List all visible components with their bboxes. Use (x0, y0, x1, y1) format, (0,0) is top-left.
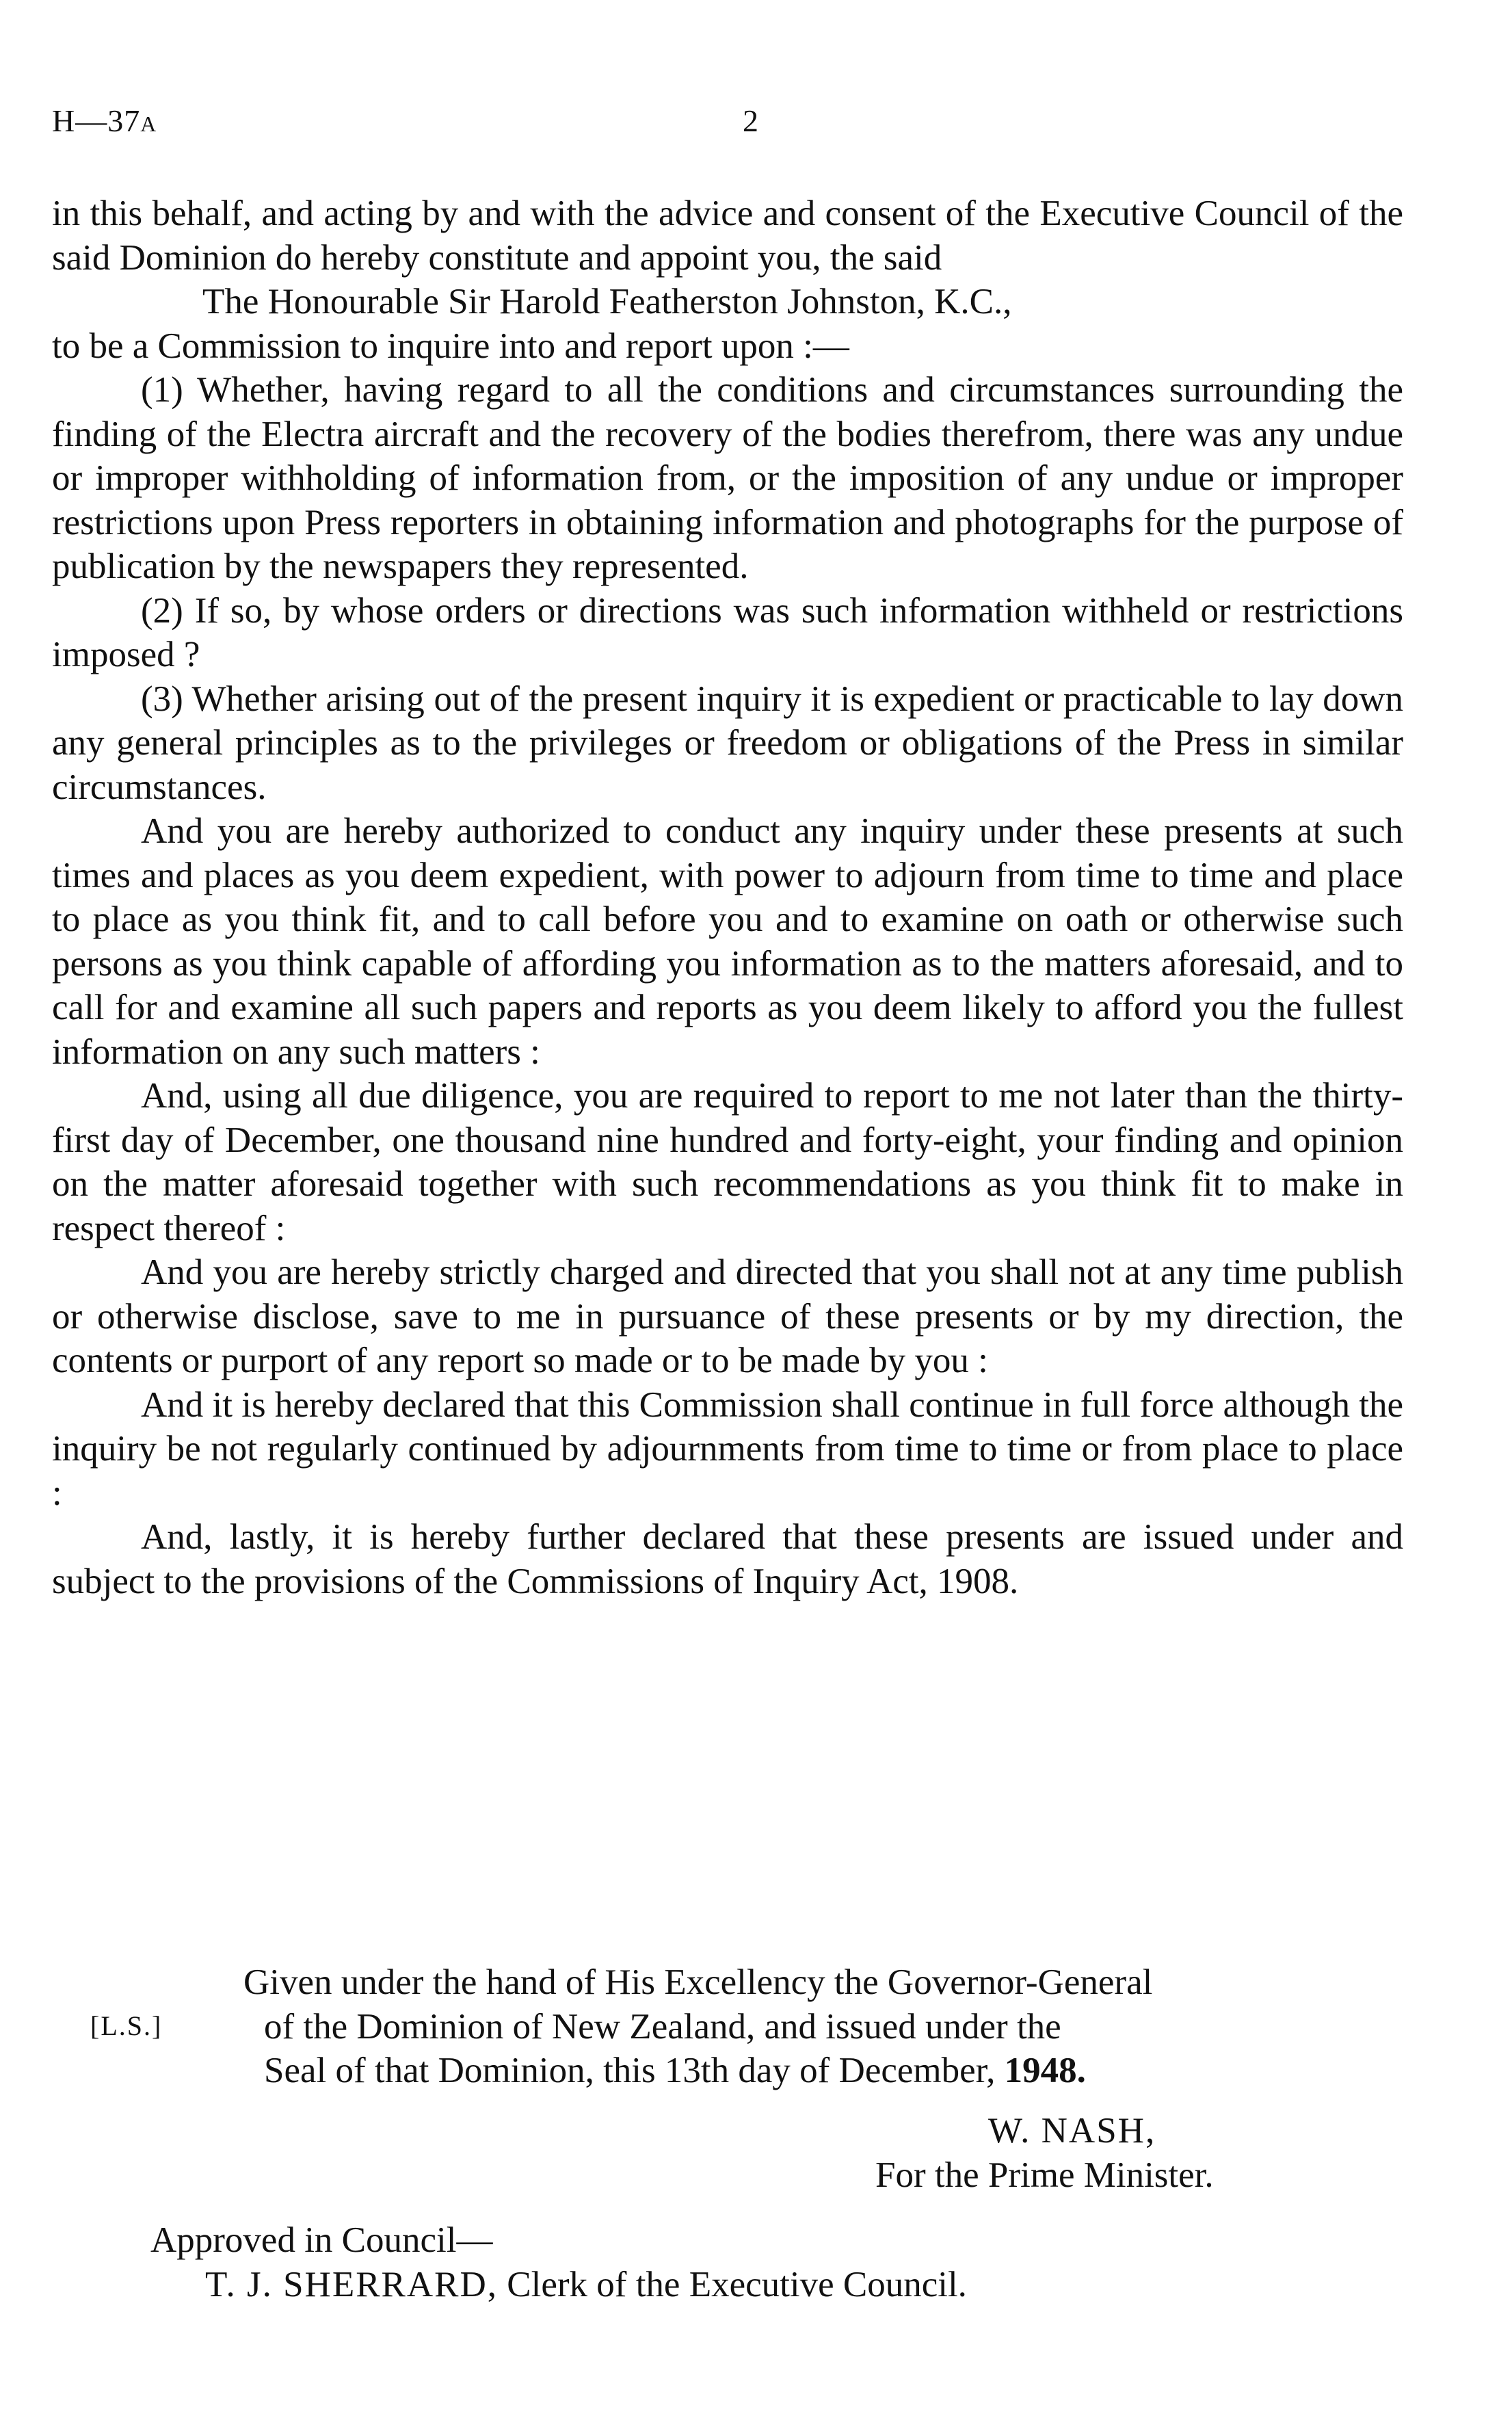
given-line-1: Given under the hand of His Excellency the Governor-General (243, 1962, 1153, 2002)
inquiry-item-3: (3) Whether arising out of the present inquiry it is expedient or practicable to lay down any general principles as to the privileges or freedom or obligations of the Press in similar circumstances. (52, 679, 1403, 807)
report-deadline-paragraph: And, using all due diligence, you are required to report to me not later than the thirty-first day of December, one thousand nine hundred and forty-eight, your finding and opinion on the matter aforesaid together with such recommendations as you think fit to make in respect thereof : (52, 1076, 1403, 1248)
inquiry-item-1: (1) Whether, having regard to all the conditions and circumstances surrounding the finding of the Electra aircraft and the recovery of the bodies therefrom, there was any undue or improper withholding of information from, or the imposition of any undue or improper restrictions upon Press reporters in obtaining information and photographs for the purpose of publication by the newspapers they represented. (52, 370, 1403, 586)
given-line-3-text: Seal of that Dominion, this 13th day of December, (264, 2051, 996, 2090)
given-statement (243, 1960, 1403, 2093)
given-under-hand-block (52, 1960, 1403, 2097)
authority-paragraph: And you are hereby authorized to conduct any inquiry under these presents at such times and places as you deem expedient, with power to adjourn from time to time and place to place as you think fit, and to call before you and to examine on oath or otherwise such persons as you think capable of affording you information as to the matters aforesaid, and to call for and examine all such papers and reports as you deem likely to afford you the fullest information on any such matters : (52, 811, 1403, 1072)
inquiry-item-2: (2) If so, by whose orders or directions was such information withheld or restrictions imposed ? (52, 590, 1403, 674)
commissioner-name: The Honourable Sir Harold Featherston Johnston, K.C., (202, 282, 1012, 321)
opening-paragraph: in this behalf, and acting by and with the advice and consent of the Executive Council of the said Dominion do hereby constitute and appoint you, the said (52, 194, 1403, 278)
given-line-2: of the Dominion of New Zealand, and issued under the (264, 2006, 1061, 2047)
seal-mark: [L.S.] (90, 2010, 163, 2041)
given-year: 1948. (1004, 2051, 1086, 2090)
signer-title: For the Prime Minister. (875, 2155, 1214, 2195)
clerk-name: T. J. SHERRARD, (205, 2265, 499, 2304)
lastly-paragraph: And, lastly, it is hereby further declared that these presents are issued under and subject to the provisions of the Commissions of Inquiry Act, 1908. (52, 1517, 1403, 1601)
reference-suffix: A (140, 111, 157, 136)
page-header (52, 103, 1420, 150)
continuance-paragraph: And it is hereby declared that this Commission shall continue in full force although the inquiry be not regularly continued by adjournments from time to time or from place to place : (52, 1384, 1403, 1513)
signer-name: W. NASH, (988, 2111, 1156, 2151)
given-line-3 (264, 2049, 1403, 2093)
approved-in-council: Approved in Council— (150, 2220, 493, 2260)
confidentiality-paragraph: And you are hereby strictly charged and directed that you shall not at any time publish or otherwise disclose, save to me in pursuance of these presents or by my direction, the contents or purport of any report so made or to be made by you : (52, 1252, 1403, 1380)
clerk-signature (205, 2264, 967, 2305)
reference-main: H—37 (52, 103, 141, 138)
clerk-title: Clerk of the Executive Council. (507, 2265, 967, 2304)
purpose-line: to be a Commission to inquire into and report upon :— (52, 326, 849, 366)
commission-text (52, 192, 1403, 1603)
page-number: 2 (743, 103, 758, 138)
document-reference (52, 103, 157, 139)
